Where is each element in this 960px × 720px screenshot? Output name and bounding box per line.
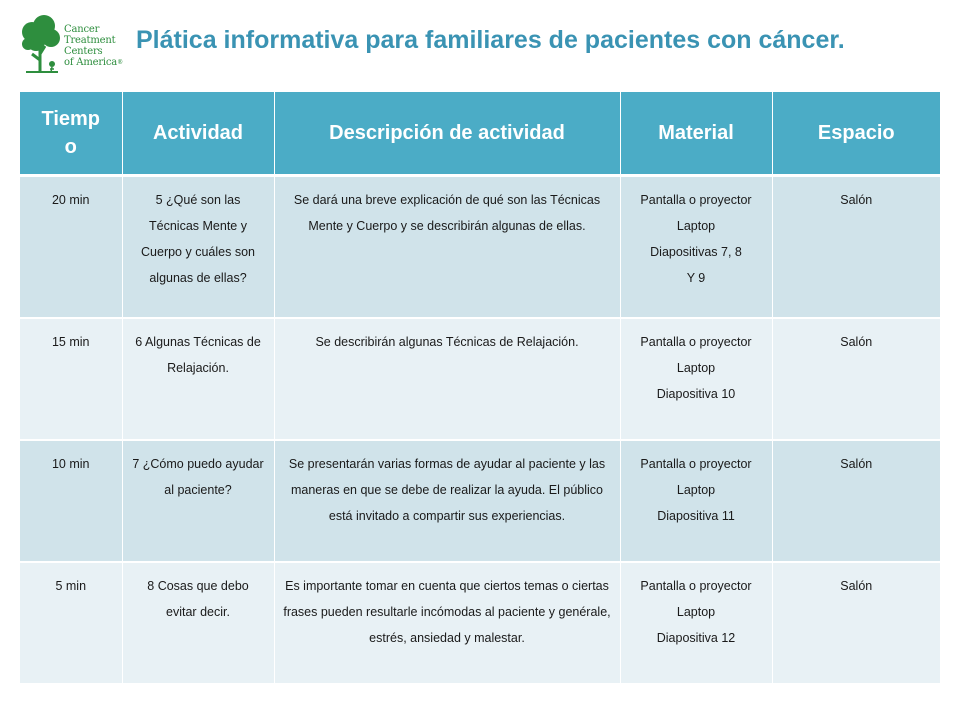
cell-espacio: Salón [772, 440, 940, 562]
cell-actividad: 5 ¿Qué son las Técnicas Mente y Cuerpo y cuáles son algunas de ellas? [122, 176, 274, 319]
tree-icon [18, 14, 64, 74]
material-line: Laptop [676, 483, 716, 497]
cell-actividad: 6 Algunas Técnicas de Relajación. [122, 318, 274, 440]
cell-material [620, 440, 772, 562]
cell-espacio: Salón [772, 318, 940, 440]
header-material: Material [620, 92, 772, 176]
logo-line: of America [64, 57, 118, 68]
material-line: Pantalla o proyector [640, 457, 752, 471]
cell-tiempo: 15 min [20, 318, 122, 440]
header-espacio: Espacio [772, 92, 940, 176]
material-line: Laptop [676, 361, 716, 375]
logo-line: Centers [64, 46, 103, 57]
logo-line: Cancer [64, 24, 100, 35]
header-actividad: Actividad [122, 92, 274, 176]
table-row [20, 562, 940, 684]
cell-descripcion: Es importante tomar en cuenta que ciertos temas o ciertas frases pueden resultarle incómodas al paciente y genérale, estrés, ansiedad y malestar. [274, 562, 620, 684]
header-tiempo: Tiemp o [20, 92, 122, 176]
table-row [20, 318, 940, 440]
cell-descripcion: Se presentarán varias formas de ayudar al paciente y las maneras en que se debe de realizar la ayuda. El público está invitado a compartir sus experiencias. [274, 440, 620, 562]
material-line: Diapositiva 11 [657, 509, 735, 523]
cell-espacio: Salón [772, 176, 940, 319]
table-header-row [20, 92, 940, 176]
cell-espacio: Salón [772, 562, 940, 684]
cell-tiempo: 5 min [20, 562, 122, 684]
cell-actividad: 8 Cosas que debo evitar decir. [122, 562, 274, 684]
material-line: Diapositiva 10 [656, 387, 736, 401]
logo-wordmark [64, 24, 123, 68]
material-line: Pantalla o proyector [640, 579, 752, 593]
logo-line: Treatment [64, 35, 116, 46]
cell-tiempo: 10 min [20, 440, 122, 562]
cell-material [620, 176, 772, 319]
table-row [20, 176, 940, 319]
material-line: Y 9 [686, 271, 706, 285]
material-line: Laptop [676, 605, 716, 619]
cell-tiempo: 20 min [20, 176, 122, 319]
cell-material [620, 562, 772, 684]
material-line: Laptop [676, 219, 716, 233]
material-line: Diapositivas 7, 8 [650, 245, 742, 259]
material-line: Pantalla o proyector [640, 335, 752, 349]
page-header [0, 0, 960, 90]
cancer-treatment-centers-logo [18, 14, 128, 80]
cell-material [620, 318, 772, 440]
material-line: Pantalla o proyector [640, 193, 752, 207]
material-line: Diapositiva 12 [656, 631, 736, 645]
activity-table [20, 92, 940, 685]
registered-mark: ® [117, 59, 123, 66]
table-row [20, 440, 940, 562]
page-title: Plática informativa para familiares de pacientes con cáncer. [136, 26, 845, 54]
cell-descripcion: Se dará una breve explicación de qué son las Técnicas Mente y Cuerpo y se describirán algunas de ellas. [274, 176, 620, 319]
header-descripcion: Descripción de actividad [274, 92, 620, 176]
cell-descripcion: Se describirán algunas Técnicas de Relajación. [274, 318, 620, 440]
cell-actividad: 7 ¿Cómo puedo ayudar al paciente? [122, 440, 274, 562]
